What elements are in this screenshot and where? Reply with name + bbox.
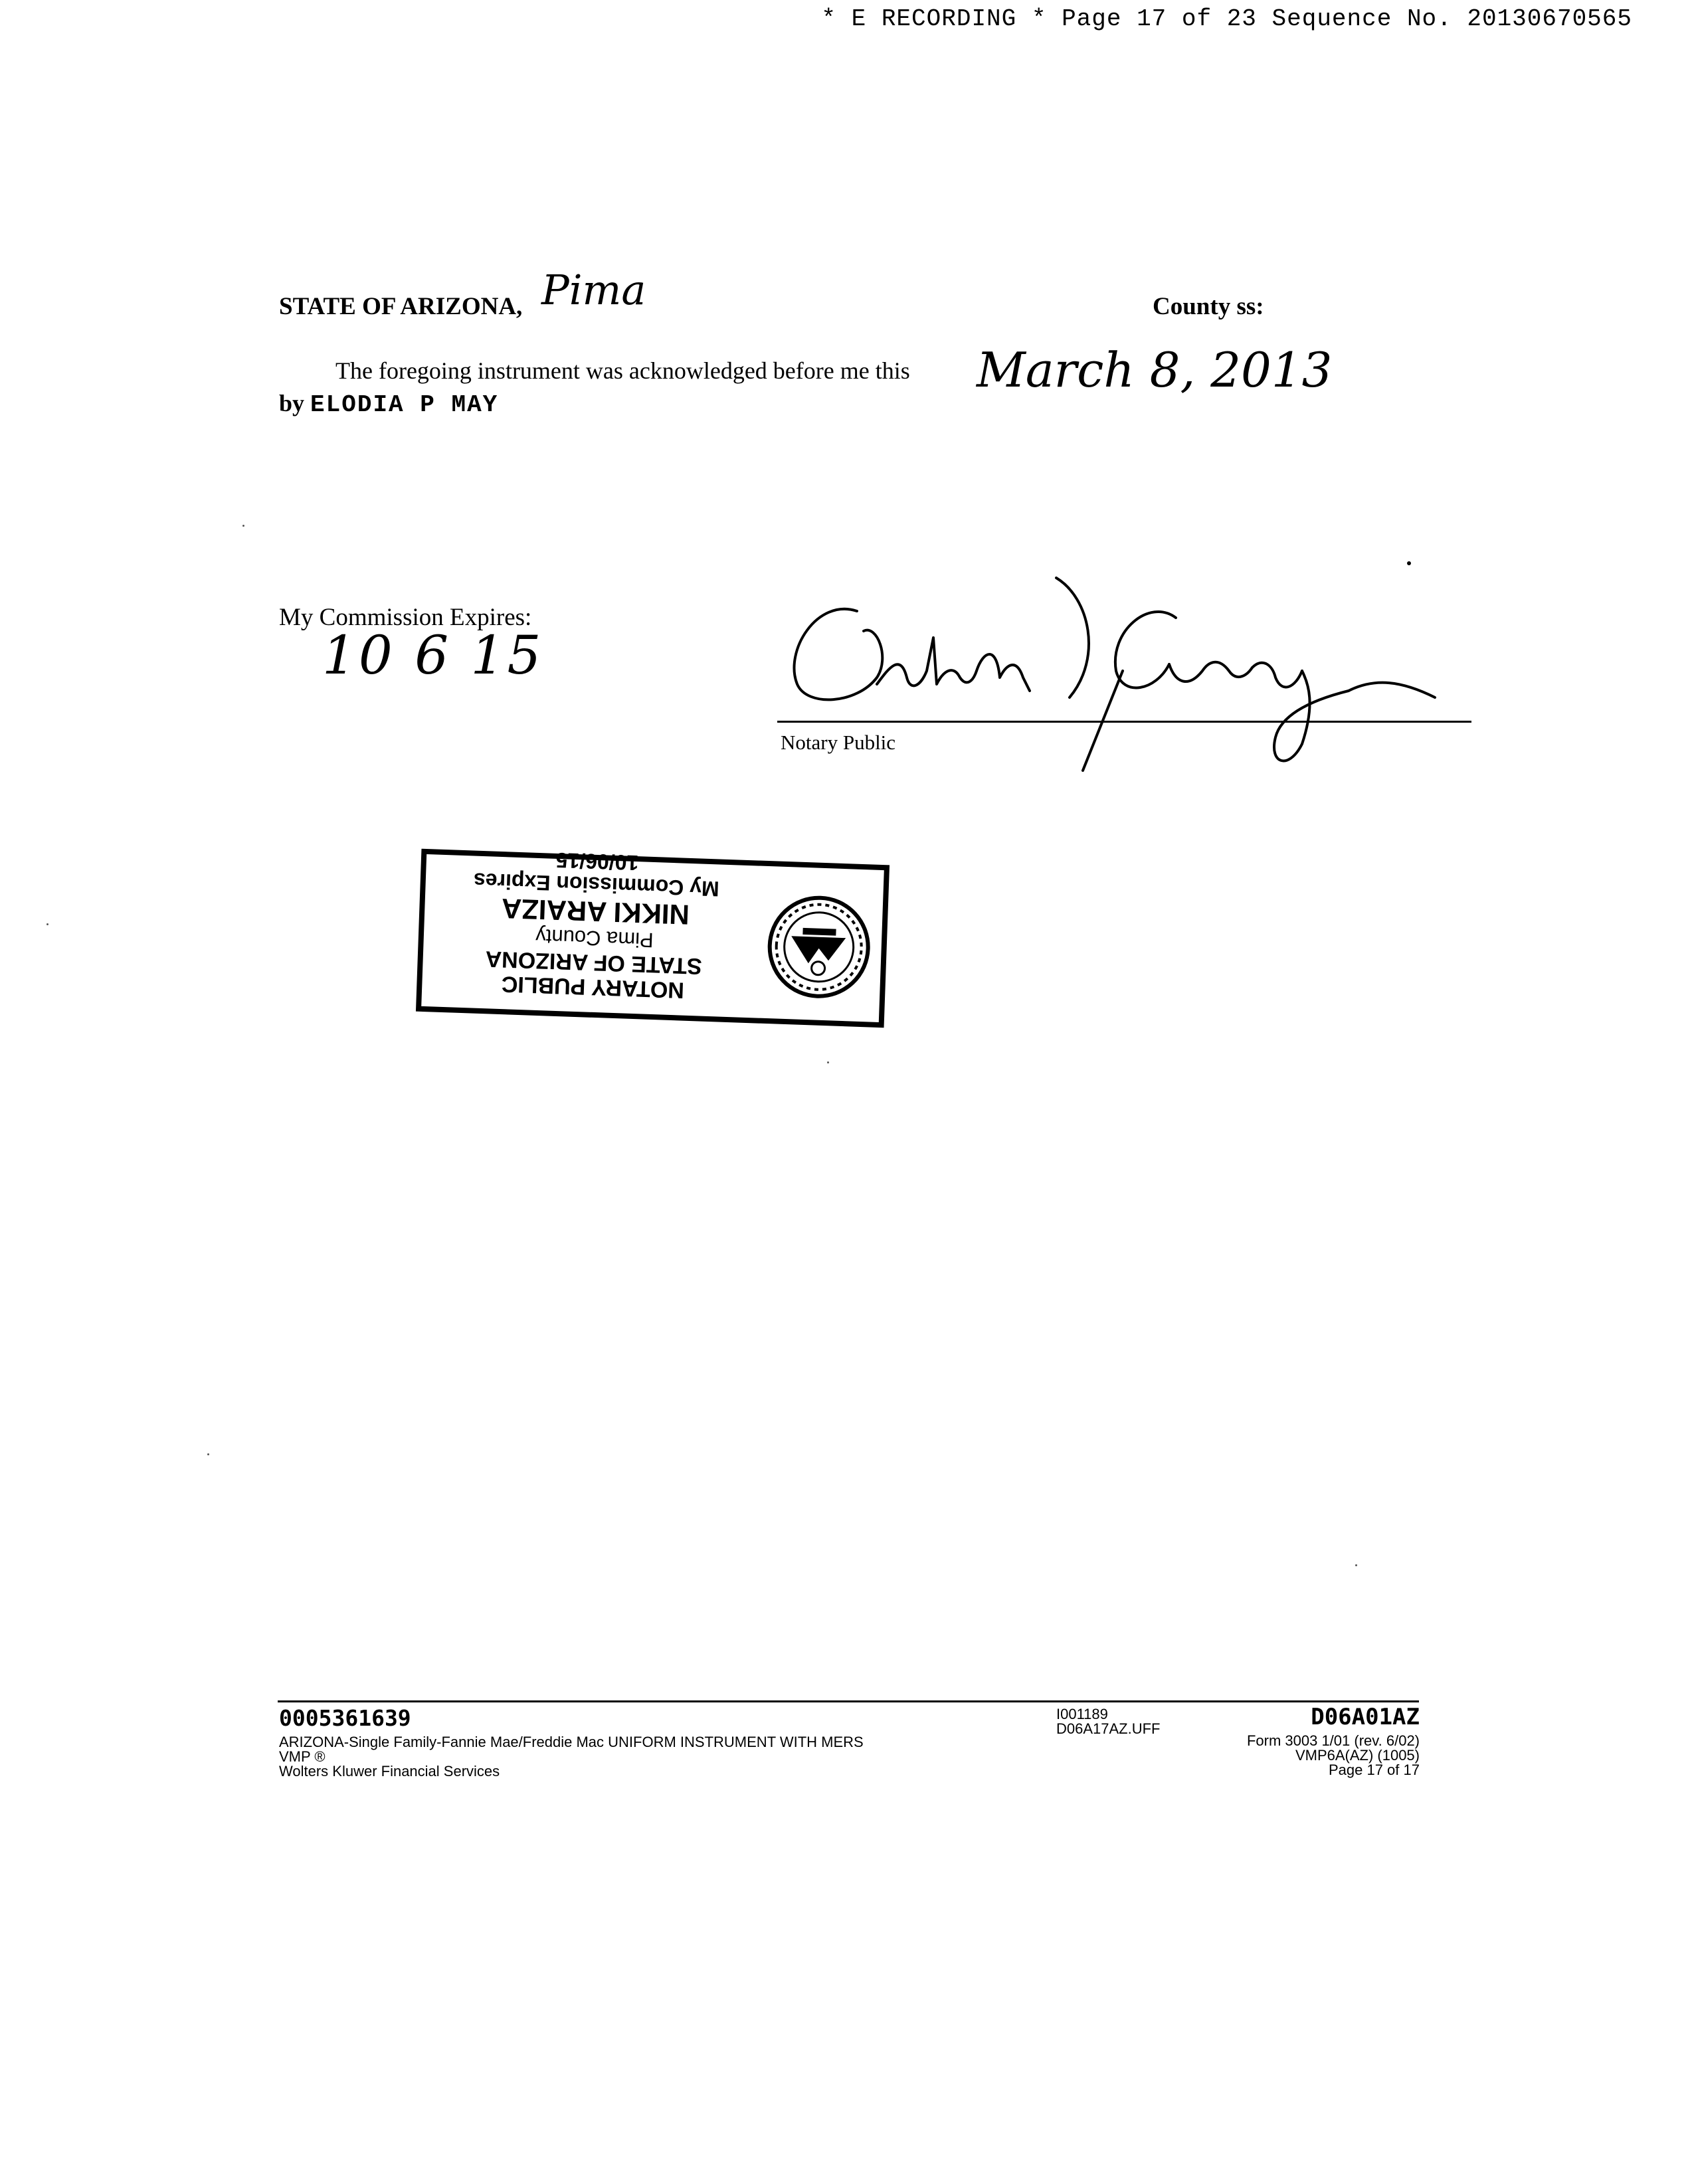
stamp-commission-expires: My Commission Expires 10/06/15: [473, 848, 720, 901]
notary-stamp: [416, 849, 890, 1028]
by-label: by: [279, 390, 305, 416]
scan-speck: [47, 923, 48, 925]
state-label: STATE OF ARIZONA,: [279, 293, 523, 320]
stamp-notary-public: NOTARY PUBLIC: [501, 971, 685, 1003]
loan-number: 0005361639: [279, 1705, 411, 1731]
acknowledgment-date-handwritten: March 8, 2013: [977, 342, 1333, 398]
county-label: County ss:: [1153, 293, 1264, 320]
form-number: Form 3003 1/01 (rev. 6/02): [1246, 1732, 1420, 1749]
publisher: Wolters Kluwer Financial Services: [279, 1763, 500, 1779]
signer-name: ELODIA P MAY: [310, 391, 499, 418]
signature-line: [777, 721, 1471, 723]
scan-speck: [207, 1453, 209, 1455]
recording-header: * E RECORDING * Page 17 of 23 Sequence No. 20130670565: [821, 5, 1632, 33]
vmp-label: VMP ®: [279, 1748, 326, 1765]
scan-speck: [1355, 1564, 1357, 1566]
acknowledgment-statement: The foregoing instrument was acknowledged before me this: [335, 357, 910, 384]
scan-speck: [242, 525, 244, 527]
doc-code-1: I001189: [1056, 1706, 1108, 1722]
commission-date-handwritten: 10 6 15: [322, 624, 544, 686]
ink-speck: [1407, 561, 1411, 565]
form-title: ARIZONA-Single Family-Fannie Mae/Freddie Mac UNIFORM INSTRUMENT WITH MERS: [279, 1734, 864, 1750]
footer-rule: [278, 1700, 1419, 1702]
stamp-county: Pima County: [535, 925, 654, 953]
state-seal-icon: [764, 892, 874, 1002]
form-doc-code: D06A01AZ: [1311, 1704, 1420, 1730]
county-handwritten: Pima: [541, 266, 646, 314]
vmp-code: VMP6A(AZ) (1005): [1295, 1747, 1420, 1764]
doc-code-2: D06A17AZ.UFF: [1056, 1720, 1161, 1737]
stamp-state: STATE OF ARIZONA: [485, 945, 703, 979]
stamp-notary-name: NIKKI ARAIZA: [501, 893, 690, 931]
notary-public-label: Notary Public: [781, 731, 896, 754]
signer-line: [279, 389, 498, 418]
scan-speck: [827, 1061, 829, 1063]
page-indicator: Page 17 of 17: [1328, 1762, 1420, 1778]
commission-expires-label: My Commission Expires:: [279, 604, 532, 631]
